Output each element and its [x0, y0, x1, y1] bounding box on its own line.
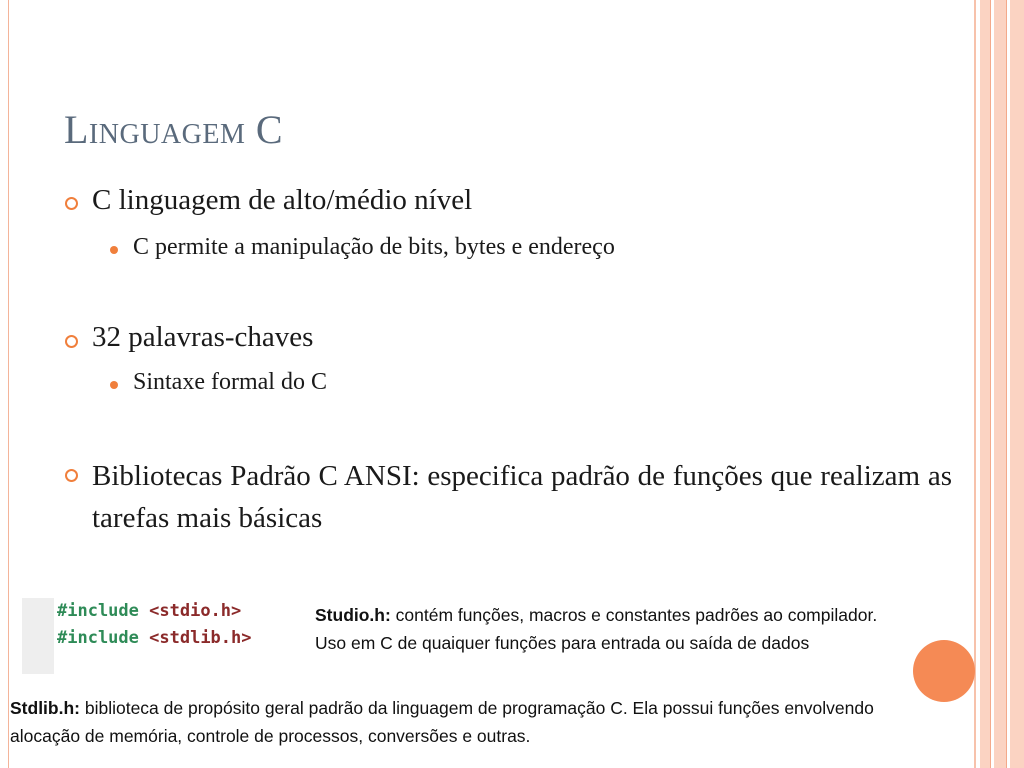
code-directive: #include: [57, 601, 139, 621]
left-border-line: [8, 0, 9, 768]
slide-title: Linguagem C: [64, 107, 284, 152]
code-header: <stdlib.h>: [149, 628, 252, 648]
studio-description: [315, 601, 877, 657]
right-border-stripe: [980, 0, 990, 768]
bullet-ring-icon: [65, 469, 78, 482]
bullet-dot-icon: [110, 246, 118, 254]
code-snippet: [57, 598, 252, 652]
bullet-item: 32 palavras-chaves: [92, 321, 314, 353]
right-border-line: [1006, 0, 1007, 768]
studio-label: Studio.h:: [315, 605, 391, 625]
bullet-ring-icon: [65, 197, 78, 210]
right-border-stripe: [1010, 0, 1024, 768]
code-header: <stdio.h>: [149, 601, 242, 621]
bullet-ring-icon: [65, 335, 78, 348]
code-directive: #include: [57, 628, 139, 648]
bullet-item: Bibliotecas Padrão C ANSI: especifica padrão de funções que realizam as tarefas mais básicas: [92, 460, 952, 534]
sub-bullet-item: Sintaxe formal do C: [133, 369, 327, 395]
studio-line1: contém funções, macros e constantes padrões ao compilador.: [390, 605, 878, 625]
sub-bullet-item: C permite a manipulação de bits, bytes e endereço: [133, 234, 615, 260]
code-line: [57, 598, 252, 625]
decorative-circle: [913, 640, 975, 702]
right-border-stripe: [994, 0, 1006, 768]
right-border-line: [974, 0, 976, 768]
studio-line2: Uso em C de quaiquer funções para entrada ou saída de dados: [315, 633, 810, 653]
code-line: [57, 625, 252, 652]
right-border-line: [990, 0, 991, 768]
stdlib-description: [10, 694, 910, 750]
code-image-margin: [22, 598, 54, 674]
stdlib-text: biblioteca de propósito geral padrão da linguagem de programação C. Ela possui funções envolvendo alocação de memória, controle de processos, conversões e outras.: [10, 698, 874, 746]
bullet-item: C linguagem de alto/médio nível: [92, 184, 473, 216]
bullet-dot-icon: [110, 381, 118, 389]
stdlib-label: Stdlib.h:: [10, 698, 80, 718]
